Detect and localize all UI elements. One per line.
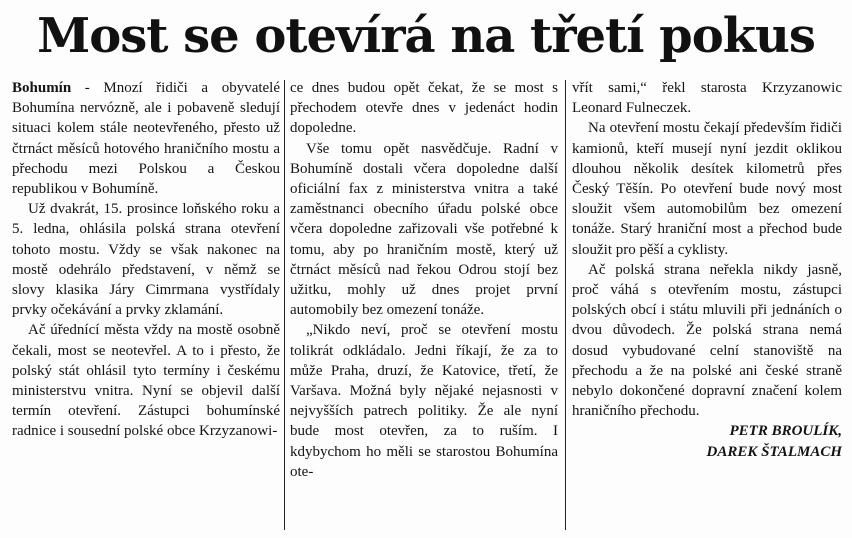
column-rule — [284, 80, 285, 530]
article-column-1 — [12, 78, 280, 530]
paragraph: Už dvakrát, 15. prosince loňského roku a 5. ledna, ohlásila polská strana otevření tohoto mostu. Vždy se však nakonec na mostě odehrálo představení, v němž se slovy klasika Járy Cimrmana vystřídaly prvky očekávání a prvky zklamání. — [12, 201, 280, 319]
dateline: Bohumín — [12, 80, 72, 96]
paragraph: Ač polská strana neřekla nikdy jasně, proč váhá s otevřením mostu, zástupci polských obcí i státu mluvili při jednáních o dvou důvodech. Že polská strana nemá dosud vybudované celní stanoviště na přechodu a že na polské ani české straně nebylo dokončené dopravní značení kolem hraničního přechodu. — [572, 261, 842, 420]
paragraph: Na otevření mostu čekají především řidiči kamionů, kteří musejí nyní jezdit oklikou dlouhou několik desítek kilometrů přes Český Těšín. Po otevření bude nový most sloužit všem automobilům bez omezení tonáže. Starý hraniční most a přechod bude sloužit pro pěší a cyklisty. — [572, 120, 842, 258]
headline: Most se otevírá na třetí pokus — [37, 8, 815, 64]
lead-paragraph — [12, 78, 280, 199]
paragraph: ce dnes budou opět čekat, že se most s přechodem otevře dnes v jedenáct hodin dopoledne. — [290, 80, 558, 137]
paragraph: Ač úřednící města vždy na mostě osobně čekali, most se neotevřel. A to i přesto, že polský stát ohlásil tyto termíny i českému ministerstvu vnitra. Nyní se objevil další termín otevření. Zástupci bohumínské radnice i sousední polské obce Krzyzanowi- — [12, 322, 280, 440]
paragraph: vřít sami,“ řekl starosta Krzyzanowic Leonard Fulneczek. — [572, 80, 842, 117]
article-column-2 — [290, 78, 558, 530]
article-column-3 — [572, 78, 842, 530]
byline-author: PETR BROULÍK, — [729, 423, 842, 440]
column-rule — [565, 80, 566, 530]
byline-author: DAREK ŠTALMACH — [706, 443, 842, 460]
paragraph: Vše tomu opět nasvědčuje. Radní v Bohumíně dostali včera dopoledne další oficiální fax z ministerstva vnitra a také zaměstnanci obecního úřadu polské obce včera dopoledne zařizovali vše potřebné k tomu, aby po hraničním mostě, který už čtrnáct měsíců nad řekou Odrou stojí bez užitku, mohly už dnes projet první automobily bez omezení tonáže. — [290, 140, 558, 319]
paragraph: „Nikdo neví, proč se otevření mostu tolikrát odkládalo. Jedni říkají, že za to může Praha, druzí, že Katovice, třetí, že Varšava. Možná byly nějaké nejasnosti v nejvyšších patrech politiky. Že ale nyní bude most otevřen, za to ruším. I kdybychom ho měli se starostou Bohumína ote- — [290, 322, 558, 480]
lead-text: - Mnozí řidiči a obyvatelé Bohumína nervózně, ale i pobaveně sledují situaci kolem stále neotevřeného, přesto už čtrnáct měsíců hotového hraničního mostu a přechodu mezi Polskou a Českou republikou v Bohumíně. — [12, 80, 280, 198]
